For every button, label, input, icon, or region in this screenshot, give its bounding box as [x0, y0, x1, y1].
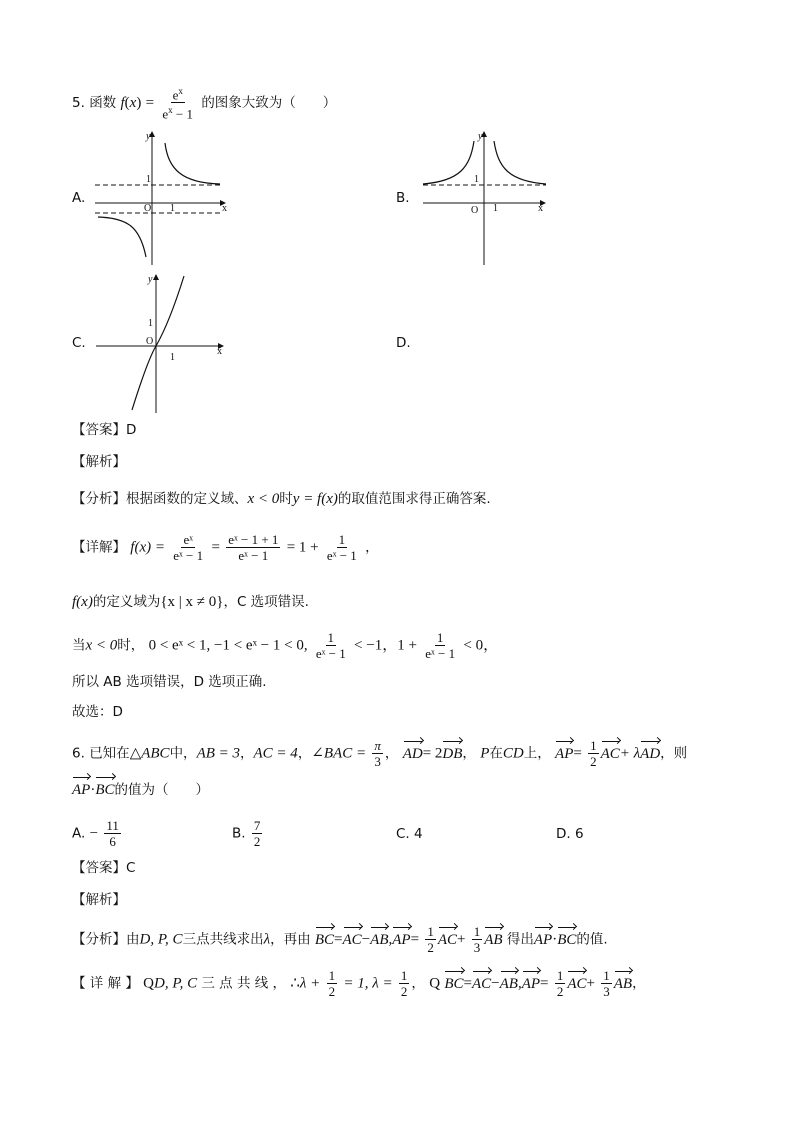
q5-choose: 故选：D: [72, 704, 123, 720]
svg-text:1: 1: [474, 174, 479, 185]
q6-analysis-label: 【解析】: [72, 892, 126, 908]
q5-when: 当x < 0时， 0 < eˣ < 1, −1 < eˣ − 1 < 0, $\frac{1}{\text{eˣ − 1}}$ < −1，1 + $\frac{1}{\text{eˣ − 1}}$ < 0，: [72, 630, 499, 661]
svg-text:x: x: [538, 203, 543, 214]
svg-text:y: y: [148, 274, 153, 285]
option-c-label: C.: [72, 335, 86, 351]
graph-a: [90, 125, 230, 265]
option-a-label: A.: [72, 190, 86, 206]
svg-text:x: x: [217, 346, 222, 357]
q5-domain: f(x)的定义域为{x | x ≠ 0}，C 选项错误.: [72, 594, 309, 610]
q5-fraction: $\frac{e^x}{e^x - 1}$: [162, 86, 194, 122]
svg-text:1: 1: [170, 352, 175, 363]
q6-stem: 6. 已知在△ABC中，AB = 3，AC = 4，∠BAC = $\frac{\pi}{3}$ ， AD= 2DB， P在CD上， AP= $\frac{1}{2}$ AC+ λAD，则: [72, 738, 688, 769]
q5-analysis-label: 【解析】: [72, 454, 126, 470]
q6-option-c: C. 4: [396, 826, 423, 842]
q5-so: 所以 AB 选项错误，D 选项正确.: [72, 674, 267, 690]
svg-text:O: O: [146, 336, 154, 347]
svg-text:O: O: [144, 203, 152, 214]
q6-answer: 【答案】C: [72, 860, 136, 876]
q5-stem: 5. 函数 f(x) = $\frac{e^x}{e^x - 1}$ 的图象大致为（ ）: [72, 86, 337, 122]
svg-text:1: 1: [148, 318, 153, 329]
q6-xiangjie: 【 详 解 】 QD, P, C 三 点 共 线 ， ∴λ + $\frac{1}{2}$ = 1, λ = $\frac{1}{2}$ ， Q BC=AC−AB,AP= $\frac{1}{2}$ AC+ $\frac{1}{3}$ AB，: [72, 968, 646, 999]
q5-fenxi: 【分析】根据函数的定义域、x < 0时y = f(x)的取值范围求得正确答案.: [72, 491, 491, 507]
svg-text:1: 1: [170, 203, 175, 214]
svg-text:y: y: [478, 131, 483, 142]
q6-option-d: D. 6: [556, 826, 584, 842]
option-b-label: B.: [396, 190, 410, 206]
svg-text:x: x: [222, 203, 227, 214]
q6-option-b: B. $\frac{7}{2}$: [232, 818, 261, 849]
q5-number: 5.: [72, 94, 85, 111]
q6-option-a: A. − $\frac{11}{6}$: [72, 818, 119, 849]
svg-text:O: O: [471, 205, 479, 216]
option-d-label: D.: [396, 335, 411, 351]
q6-stem-2: AP·BC的值为（ ）: [72, 782, 209, 798]
q5-xiangjie: 【详解】 f(x) = $\frac{\text{eˣ}}{\text{eˣ − 1}}$ = $\frac{\text{eˣ − 1 + 1}}{\text{eˣ − 1}}$ = 1 + $\frac{1}{\text{eˣ − 1}}$ ，: [72, 532, 379, 563]
graph-b: [418, 125, 558, 265]
svg-text:1: 1: [493, 203, 498, 214]
svg-text:y: y: [146, 131, 151, 142]
q5-answer: 【答案】D: [72, 422, 137, 438]
svg-text:1: 1: [146, 174, 151, 185]
q6-fenxi: 【分析】由D, P, C三点共线求出λ，再由 BC=AC−AB,AP= $\frac{1}{2}$ AC+ $\frac{1}{3}$ AB 得出AP·BC的值.: [72, 924, 608, 955]
graph-c: [94, 268, 234, 413]
